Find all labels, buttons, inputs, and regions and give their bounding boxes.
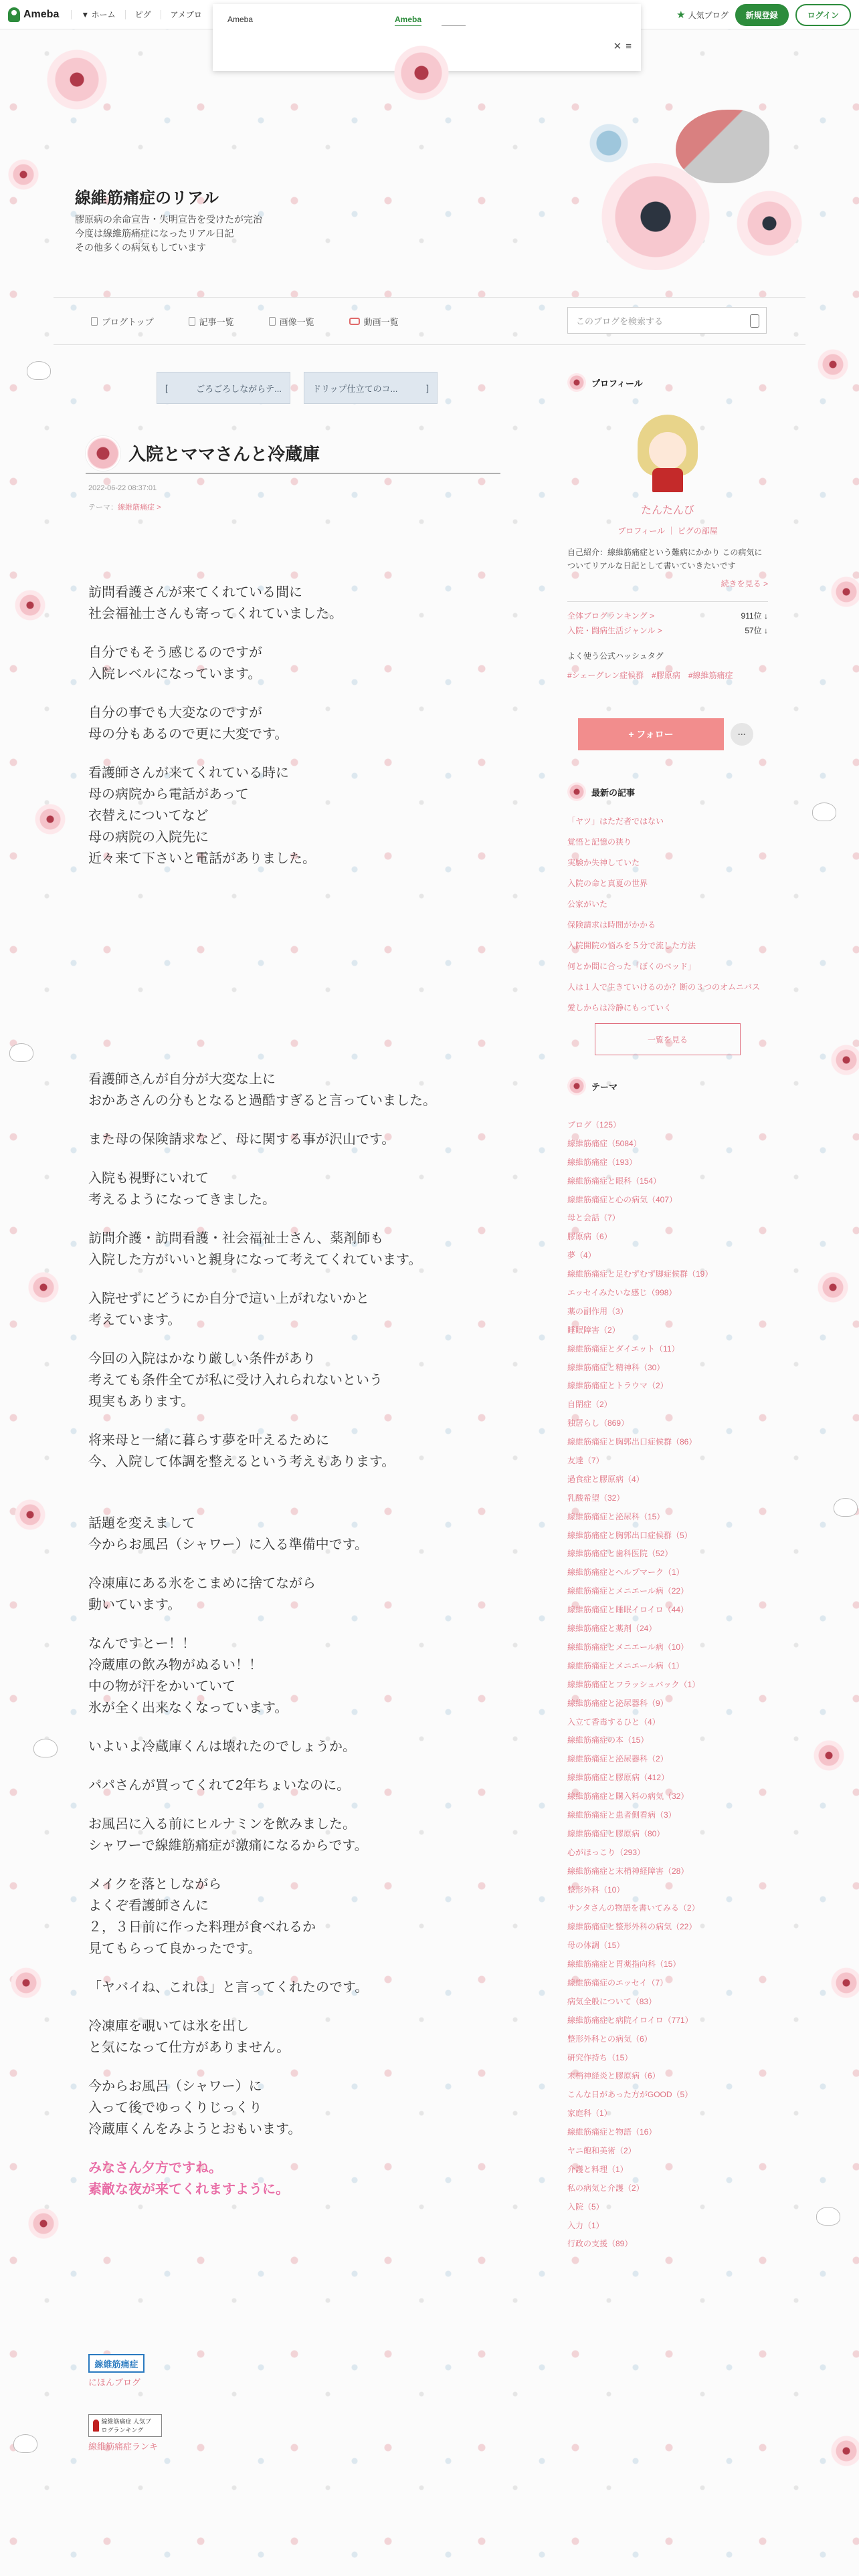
hashtag-list	[567, 669, 768, 681]
nav-label: 記事一覧	[199, 316, 234, 327]
close-icon: ✕	[613, 41, 622, 52]
recent-item[interactable]: 公家がいた	[567, 899, 608, 909]
ameba-logo[interactable]	[8, 7, 59, 22]
next-entry-button[interactable]	[304, 372, 438, 404]
bracket-left-icon: [	[165, 383, 168, 393]
list-icon	[189, 317, 195, 326]
recent-item[interactable]: 「ヤツ」はただ者ではない	[567, 817, 664, 826]
recent-item[interactable]: 入院開院の悩みを５分で流した方法	[567, 941, 696, 950]
theme-item[interactable]: 家庭科（1）	[567, 2109, 612, 2119]
nav-label: 画像一覧	[279, 316, 314, 327]
nav-entry-list[interactable]	[189, 315, 234, 328]
next-entry-label: ドリップ仕立てのコ...	[312, 383, 398, 394]
theme-item[interactable]: 入立て香毒するひと（4）	[567, 1717, 660, 1727]
theme-item[interactable]: 病気全般について（83）	[567, 1996, 657, 2006]
theme-item[interactable]: 研究作持ち（15）	[567, 2052, 633, 2062]
entry-header	[86, 433, 500, 473]
blog-description	[75, 213, 262, 255]
global-nav	[71, 10, 211, 19]
hashtag-title: よく使う公式ハッシュタグ	[567, 651, 664, 661]
entry-title[interactable]: 入院とママさんと冷蔵庫	[128, 444, 320, 464]
nav-label: 動画一覧	[363, 316, 399, 327]
profile-heading-label: プロフィール	[591, 378, 643, 389]
flower-icon	[567, 1077, 586, 1095]
theme-item[interactable]: 母の体調（15）	[567, 1941, 625, 1951]
entry-paragraph: 入院も視野にいれて 考えるようになってきました。	[88, 1171, 276, 1207]
ranking-row[interactable]: 入院・闘病生活ジャンル > 57位 ↓	[567, 626, 768, 635]
butterfly-icon	[13, 2434, 37, 2453]
header-flower-left	[40, 49, 114, 110]
image-icon	[269, 317, 276, 326]
theme-item[interactable]: 線維筋痛症と泌尿科（15）	[567, 1511, 665, 1521]
theme-item[interactable]: 心がほっこり（293）	[567, 1847, 646, 1857]
theme-item[interactable]: 入力（1）	[567, 2220, 604, 2230]
theme-item[interactable]: 線維筋痛症と膠原病（412）	[567, 1773, 670, 1783]
theme-item[interactable]: 線維筋痛症とダイエット（11）	[567, 1344, 680, 1354]
entry-paragraph: 看護師さんが来てくれている時に 母の病院から電話があって 衣替えについてなど 母の病院の入院先に 近々来て下さいと電話がありました。	[88, 766, 316, 866]
hashtag-link[interactable]: #膠原病	[652, 671, 680, 680]
theme-item[interactable]: サンタさんの物語を書いてみる（2）	[567, 1903, 700, 1913]
theme-item[interactable]: 入院（5）	[567, 2202, 604, 2212]
ranking-pin-icon	[93, 2420, 99, 2432]
popular-blog-label: 人気ブログ	[688, 10, 729, 20]
theme-item[interactable]: 線維筋痛症と泌尿器科（2）	[567, 1754, 668, 1764]
entry-paragraph: 今からお風呂（シャワー）に 入って後でゆっくりじっくり 冷蔵庫くんをみようとおもいます。	[88, 2079, 302, 2137]
theme-item[interactable]: 線維筋痛症と足むずむず脚症候群（19）	[567, 1269, 713, 1279]
avatar-dress	[652, 468, 683, 492]
recent-item[interactable]: 覚悟と記憶の狭り	[567, 837, 632, 847]
flower-decoration	[27, 1271, 60, 1304]
butterfly-icon	[9, 1043, 33, 1062]
blog-desc-line: その他多くの病気もしています	[75, 242, 206, 253]
nav-home[interactable]: ▼ ホーム	[71, 10, 124, 19]
theme-item[interactable]: 線維筋痛症と歯科医院（52）	[567, 1549, 673, 1559]
theme-list	[567, 1119, 768, 2249]
blog-search-input[interactable]	[567, 307, 767, 334]
theme-item[interactable]: 線維筋痛症とメニエール病（22）	[567, 1586, 689, 1596]
theme-item[interactable]: 母と会話（7）	[567, 1213, 620, 1223]
follow-area	[578, 718, 768, 750]
theme-item[interactable]: 線維筋痛症と薬剤（24）	[567, 1624, 657, 1634]
register-button[interactable]: 新規登録	[735, 4, 789, 26]
entry-date: 2022-06-22 08:37:01	[88, 484, 157, 492]
theme-item[interactable]: 線維筋痛症と整形外科の病気（22）	[567, 1922, 697, 1932]
theme-item[interactable]: 自閉症（2）	[567, 1400, 612, 1410]
theme-item[interactable]: 線維筋痛症とヘルプマーク（1）	[567, 1568, 684, 1578]
recent-item[interactable]: 人は１人で生きていけるのか？断の３つのオムニバス	[567, 982, 761, 992]
theme-item[interactable]: 乳酸希望（32）	[567, 1493, 625, 1503]
nihon-blog-link[interactable]: にほんブログ	[88, 2377, 141, 2387]
theme-item[interactable]: 線維筋痛症とメニエール病（10）	[567, 1642, 689, 1652]
entry-paragraph: 看護師さんが自分が大変な上に おかあさんの分もとなると過酷すぎると言っていました。	[88, 1072, 436, 1108]
flower-decoration	[816, 348, 850, 381]
theme-item[interactable]: 線維筋痛症と購入料の病気（32）	[567, 1792, 689, 1802]
flower-decoration	[830, 1043, 859, 1077]
theme-item[interactable]: ブログ（125）	[567, 1120, 622, 1130]
popup-link[interactable]: Ameba	[395, 15, 421, 26]
more-options-button[interactable]: ···	[731, 723, 753, 746]
login-button[interactable]: ログイン	[795, 4, 851, 26]
header-flower-mid	[375, 43, 468, 103]
entry-paragraph: 「ヤバイね、これは」と言ってくれたのです。	[88, 1980, 369, 1995]
theme-item[interactable]: 線維筋痛症と胸郭出口症候群（5）	[567, 1530, 692, 1540]
recent-heading	[567, 782, 768, 801]
menu-icon: ≡	[626, 40, 632, 52]
recent-item[interactable]: 愛しからは冷静にもっていく	[567, 1003, 672, 1012]
theme-item[interactable]: 線維筋痛症とメニエール病（1）	[567, 1660, 684, 1671]
theme-item[interactable]: 線維筋痛症とフラッシュバック（1）	[567, 1679, 700, 1689]
theme-item[interactable]: 独居らし（869）	[567, 1418, 630, 1428]
theme-item[interactable]: こんな日があった方がGOOD（5）	[567, 2090, 693, 2100]
theme-item[interactable]: 線維筋痛症と膠原病（80）	[567, 1828, 665, 1838]
theme-item[interactable]: 夢（4）	[567, 1251, 596, 1261]
theme-item[interactable]: 膠原病（6）	[567, 1232, 612, 1242]
avatar[interactable]	[631, 415, 704, 495]
ranking-box	[567, 601, 768, 638]
profile-links[interactable]: プロフィール ｜ ピグの部屋	[617, 526, 718, 536]
butterfly-icon	[33, 1739, 58, 1757]
blog-nav	[54, 297, 805, 345]
entry-body	[88, 582, 503, 2216]
theme-item[interactable]: エッセイみたいな感じ（998）	[567, 1288, 677, 1298]
flower-icon	[86, 436, 120, 471]
theme-item[interactable]: 末梢神経炎と膠原病（6）	[567, 2071, 660, 2081]
flower-decoration	[27, 2207, 60, 2240]
theme-item[interactable]: 整形外科との病気（6）	[567, 2034, 652, 2044]
theme-label: テーマ：	[88, 504, 118, 512]
entry-paragraph: メイクを落としながら よくぞ看護師さんに ２，３日前に作った料理が食べれるか 見てもらって良かったです。	[88, 1877, 316, 1956]
theme-item[interactable]: 線維筋痛症と睡眠イロイロ（44）	[567, 1605, 688, 1615]
flower-decoration	[33, 802, 67, 836]
theme-item[interactable]: 線維筋痛症と精神科（30）	[567, 1362, 665, 1372]
theme-heading	[567, 1077, 768, 1095]
hashtag-link[interactable]: #線維筋痛症	[688, 671, 733, 680]
hashtag-link[interactable]: #シェーグレン症候群	[567, 671, 644, 680]
popup-divider	[442, 25, 466, 26]
follow-button[interactable]: + フォロー	[578, 718, 724, 750]
flower-decoration	[812, 1739, 846, 1772]
entry-paragraph: 今回の入院はかなり厳しい条件があり 考えても条件全てが私に受け入れられないという 現実もあります。	[88, 1352, 383, 1409]
theme-item[interactable]: 介護と料理（1）	[567, 2164, 628, 2174]
ranking-banner[interactable]	[88, 2414, 162, 2452]
theme-item[interactable]: 線維筋痛症と末梢神経障害（28）	[567, 1866, 689, 1876]
theme-item[interactable]: 線維筋痛症のエッセイ（7）	[567, 1977, 668, 1988]
profile-more-link[interactable]: 続きを見る >	[721, 579, 768, 588]
entry-paragraph: 将来母と一緒に暮らす夢を叶えるために 今、入院して体調を整えるという考えもあります。	[88, 1433, 395, 1469]
entry-closing: みなさん夕方ですね。 素敵な夜が来てくれますように。	[88, 2161, 289, 2197]
butterfly-icon	[812, 802, 836, 821]
entry-paragraph: パパさんが買ってくれて2年ちょいなのに。	[88, 1778, 351, 1793]
recent-item[interactable]: 保険請求は時間がかかる	[567, 920, 656, 930]
nav-image-list[interactable]	[269, 315, 314, 328]
theme-item[interactable]: 線維筋痛症の本（15）	[567, 1735, 649, 1745]
flower-icon	[567, 782, 586, 801]
header-leaf-blue	[589, 123, 629, 163]
ranking-badge	[88, 2414, 162, 2437]
ameba-logo-icon	[8, 7, 20, 22]
flower-decoration	[7, 158, 40, 191]
flower-decoration	[13, 1498, 47, 1531]
recent-list	[567, 816, 768, 1013]
ranking-row[interactable]: 全体ブログランキング > 911位 ↓	[567, 611, 768, 621]
blog-desc-line: 膠原病の余命宣告・失明宣告を受けたが完治	[75, 214, 262, 225]
entry-pager	[157, 372, 438, 404]
entry-paragraph: なんですとー！！ 冷蔵庫の飲み物がぬるい！！ 中の物が汗をかいていて 氷が全く出来なくなっています。	[88, 1636, 288, 1715]
butterfly-icon	[816, 2207, 840, 2226]
nav-blog-top[interactable]	[91, 315, 154, 328]
profile-intro: 自己紹介：線維筋痛症という難病にかかり この病気についてリアルな日記として書いていきたいです	[567, 548, 763, 570]
entry-paragraph: お風呂に入る前にヒルナミンを飲みました。 シャワーで線維筋痛症が激痛になるからです。	[88, 1817, 368, 1853]
flower-decoration	[830, 575, 859, 609]
flower-decoration	[13, 588, 47, 622]
nav-video-list[interactable]	[349, 315, 399, 328]
recent-section	[567, 782, 768, 1055]
theme-section	[567, 1077, 768, 2249]
recent-item[interactable]: 入院の命と真夏の世界	[567, 879, 648, 888]
flower-decoration	[9, 1966, 43, 2000]
entry-paragraph: 訪問介護・訪問看護・社会福祉士さん、薬剤師も 入院した方がいいと親身になって考えてくれています。	[88, 1231, 422, 1267]
ranking-badge-text: 線維筋痛症 人気ブログランキング	[101, 2418, 152, 2434]
entry-paragraph: 話題を変えまして 今からお風呂（シャワー）に入る準備中です。	[88, 1516, 368, 1552]
search-placeholder: このブログを検索する	[576, 316, 664, 326]
entry-paragraph: 冷凍庫を覗いては氷を出し と気になって仕方がありません。	[88, 2019, 290, 2055]
entry-paragraph: また母の保険請求など、母に関する事が沢山です。	[88, 1132, 395, 1147]
prev-entry-label: ごろごろしながらテ...	[196, 383, 282, 394]
entry-paragraph: 訪問看護さんが来てくれている間に 社会福祉士さんも寄ってくれていました。	[88, 585, 343, 621]
entry-paragraph: 冷凍庫にある氷をこまめに捨てながら 動いています。	[88, 1576, 316, 1612]
recent-more-button[interactable]: 一覧を見る	[595, 1023, 741, 1055]
entry-theme	[88, 502, 161, 512]
global-actions	[676, 0, 851, 29]
theme-item[interactable]: 線維筋痛症と胃薬指向科（15）	[567, 1959, 681, 1969]
entry-paragraph: 自分の事でも大変なのですが 母の分もあるので更に大変です。	[88, 706, 288, 742]
theme-item[interactable]: 過食症と膠原病（4）	[567, 1474, 644, 1484]
theme-link[interactable]: 線維筋痛症	[118, 504, 155, 512]
search-icon[interactable]	[750, 314, 759, 328]
prev-entry-button[interactable]	[157, 372, 290, 404]
theme-item[interactable]: 薬の副作用（3）	[567, 1306, 628, 1316]
chevron-right-icon: >	[157, 504, 161, 512]
theme-item[interactable]: 線維筋痛症と胸郭出口症候群（86）	[567, 1437, 697, 1447]
star-icon: ★	[676, 9, 686, 21]
logo-text: Ameba	[23, 8, 60, 20]
popular-blog-link[interactable]	[676, 9, 728, 21]
recent-item[interactable]: 何とか間に合った「ぼくのベッド」	[567, 962, 696, 971]
flower-decoration	[830, 2434, 859, 2468]
theme-item[interactable]: 線維筋痛症とトラウマ（2）	[567, 1381, 668, 1391]
avatar-face	[649, 432, 686, 469]
bracket-right-icon: ]	[426, 383, 429, 393]
entry-paragraph: 自分でもそう感じるのですが 入院レベルになっています。	[88, 645, 262, 681]
profile-name[interactable]: たんたんび	[640, 505, 694, 516]
nav-label: ブログトップ	[102, 316, 154, 327]
nihon-blog-banner[interactable]	[88, 2354, 145, 2388]
theme-item[interactable]: 私の病気と介護（2）	[567, 2183, 644, 2193]
recent-heading-label: 最新の記事	[591, 787, 636, 798]
theme-item[interactable]: 線維筋痛症と病院イロイロ（771）	[567, 2015, 693, 2025]
theme-item[interactable]: 線維筋痛症（5084）	[567, 1138, 642, 1148]
theme-item[interactable]: 友達（7）	[567, 1456, 604, 1466]
header-flower-small	[736, 190, 803, 257]
page-icon	[91, 317, 98, 326]
theme-item[interactable]: 線維筋痛症と物語（16）	[567, 2127, 657, 2137]
profile-heading	[567, 373, 768, 392]
sidebar	[567, 361, 768, 2257]
theme-heading-label: テーマ	[591, 1081, 618, 1092]
nihon-blog-badge: 線維筋痛症	[88, 2354, 145, 2373]
header-bird	[676, 110, 769, 183]
entry-paragraph: いよいよ冷蔵庫くんは壊れたのでしょうか。	[88, 1739, 356, 1754]
flower-icon	[567, 373, 586, 392]
butterfly-icon	[27, 361, 51, 380]
theme-item[interactable]: 線維筋痛症（193）	[567, 1157, 638, 1167]
ranking-link[interactable]: 線維筋痛症ランキ	[88, 2442, 159, 2452]
flower-decoration	[830, 1966, 859, 2000]
theme-item[interactable]: 睡眠障害（2）	[567, 1325, 620, 1335]
butterfly-icon	[834, 1498, 858, 1517]
entry-paragraph: 入院せずにどうにか自分で這い上がれないかと 考えています。	[88, 1291, 369, 1327]
theme-item[interactable]: 線維筋痛症と眼科（154）	[567, 1176, 662, 1186]
blog-header	[0, 29, 859, 294]
blog-title[interactable]: 線維筋痛症のリアル	[75, 189, 219, 207]
theme-item[interactable]: 線維筋痛症と患者側看病（3）	[567, 1810, 676, 1820]
recent-item[interactable]: 実験か失神していた	[567, 858, 640, 867]
theme-item[interactable]: 整形外科（10）	[567, 1885, 625, 1895]
theme-item[interactable]: 線維筋痛症と心の病気（407）	[567, 1194, 678, 1204]
popup-label: Ameba	[227, 15, 254, 24]
theme-item[interactable]: 線維筋痛症と泌尿器科（9）	[567, 1698, 668, 1708]
theme-item[interactable]: ヤニ飽和美術（2）	[567, 2145, 636, 2155]
video-icon	[349, 318, 360, 325]
flower-decoration	[816, 1271, 850, 1304]
nav-pigg[interactable]: ピグ	[125, 10, 161, 19]
blog-desc-line: 今度は線維筋痛症になったリアル日記	[75, 228, 234, 239]
nav-ameblo[interactable]: アメブロ	[161, 10, 211, 19]
theme-item[interactable]: 行政の支援（89）	[567, 2239, 633, 2249]
